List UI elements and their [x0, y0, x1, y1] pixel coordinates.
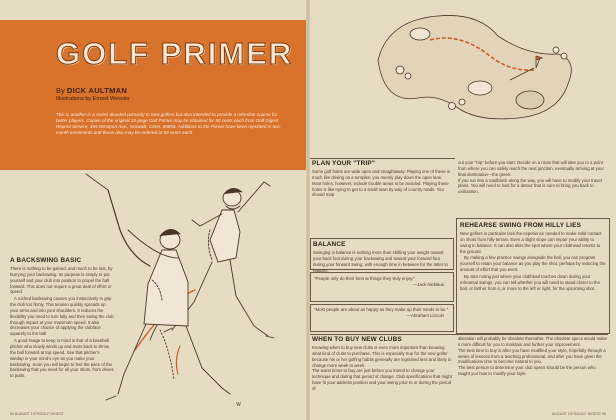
- article-title: GOLF PRIMER: [56, 36, 294, 71]
- quote-lincoln-text: "Most people are about as happy as they make up their minds to be.": [314, 307, 449, 312]
- backswing-heading: A BACKSWING BASIC: [10, 257, 82, 264]
- quote-lincoln-attribution: —Abraham Lincoln: [406, 313, 444, 319]
- page-gutter: [306, 0, 310, 420]
- balance-text: Swinging in balance is nothing more than shifting your weight toward your back foot during your backswing and toward your forward foot during your forward swing, with enough time in between for the latter to happen.: [313, 250, 448, 273]
- svg-text:w: w: [236, 401, 242, 408]
- quote-nicklaus-text: "People only do their best at things they truly enjoy.": [314, 276, 415, 281]
- clubs-heading: WHEN TO BUY NEW CLUBS: [312, 336, 402, 343]
- backswing-paragraph: A rushed backswing causes you instinctively to grip the club too firmly. This tension quickly spreads up your arms and into your shoulders. It reduces the flexibility you need to turn fully and then swing the club through impact at your maximum speed. It also decreases your chance of applying the clubface squarely to the ball.: [10, 296, 114, 337]
- rehearse-paragraph: By making a few practice swings alongside the ball, you can program yourself to retain your balance as you play the shot, perhaps by reducing the amount of effort that you exert.: [460, 255, 606, 273]
- plan-section-continued: [458, 160, 608, 195]
- course-map-illustration: [360, 10, 576, 130]
- rehearse-heading: REHEARSE SWING FROM HILLY LIES: [460, 222, 582, 229]
- plan-column-2: out your "trip" before you start. Decide on a route that will take you to a point from where you can safely reach the next junction, eventually arriving at your final destination—the green. If you run into a roadblock along the way, you will have to modify your travel plans. You will need to look for a detour that is sure to bring you back to civilization.: [458, 160, 604, 195]
- clubs-section-continued: [458, 336, 608, 377]
- clubs-rule: [310, 334, 608, 335]
- author-name: DICK AULTMAN: [66, 86, 128, 95]
- rehearse-paragraph: By also noting just where your clubhead touches down during your rehearsal swings, you can tell whether you will need to stand closer to the ball, or farther from it, or more to the left or right, for the upcoming shot.: [460, 273, 600, 291]
- illustration-credit: Illustrations by Ernest Wessler: [56, 96, 130, 102]
- clubs-section: [312, 336, 452, 392]
- byline: [56, 86, 127, 95]
- rehearse-paragraph: New golfers in particular lack the experience needed to make solid contact on shots from hilly terrain. Even a slight slope can impair your ability to swing in balance. It can also alter the spot where your clubhead returns to the ground.: [460, 231, 602, 254]
- byline-prefix: By: [56, 86, 65, 95]
- left-page-folio: 94 AUGUST 1979/GOLF DIGEST: [10, 412, 64, 416]
- backswing-section: [10, 257, 114, 379]
- course-map-drawing: [360, 10, 576, 130]
- plan-heading: PLAN YOUR "TRIP": [312, 160, 376, 167]
- balance-section: [313, 241, 451, 273]
- backswing-paragraph: There is nothing to be gained, and much to be lost, by hurrying your backswing. Its purpose is simply to put yourself and your club into position to propel the ball forward. This does not require a great deal of effort or speed.: [10, 266, 113, 295]
- clubs-column-1: Knowing when to buy new clubs is even more important than knowing what kind of clubs to purchase. This is especially true for the new golfer because his or her golfing habits generally are ingrained less and likely to change more week to week. The worst times to buy are just before you intend to change your technique and during that period of change. Club specifications that might have fit your address position and your swing prior to or during the period of: [312, 345, 452, 391]
- plan-section: [312, 160, 450, 198]
- intro-text: This is another in a series devoted primarily to new golfers but also intended to provide a refresher course for better players. Copies of the original 24-page Golf Primer may be obtained for 50 cents each from Golf Digest Reprint Service, 495 Westport Ave., Norwalk, Conn. 06856. Additions to the Primer have been reprinted in two-month increments and those also may be ordered at 50 cents each.: [56, 112, 282, 135]
- plan-column-1: Some golf holes are wide open and straightaway. Playing one of these is much like driving on a turnpike; you merely play down the open lane. Most holes, however, include trouble areas to be avoided. Playing these holes is like trying to get to a small town by way of country roads. You should map: [312, 169, 450, 198]
- rehearse-section: [460, 222, 606, 291]
- quote-nicklaus: [314, 276, 450, 288]
- clubs-column-2: alteration will probably be obsolete thereafter. The obsolete specs would make it more difficult for you to maintain and further your improvement. The best time to buy is after you have modified your style, hopefully through a series of lessons from a teaching professional, and after you have given the modifications time to become natural to you. The best person to determine your club specs should be the person who taught you how to modify your style.: [458, 336, 607, 377]
- plan-rule: [310, 158, 455, 159]
- quote-lincoln: [314, 307, 450, 319]
- quote-nicklaus-attribution: —Jack Nicklaus: [412, 282, 444, 288]
- backswing-paragraph: A good image to keep in mind is that of a baseball pitcher who slowly winds up and rears back to throw the ball forward at top speed. See that pitcher's windup in your mind's eye as you make your backswing. Soon you will begin to feel the pace of the backswing that you need for all your shots, from drives to putts.: [10, 338, 114, 379]
- right-page-folio: AUGUST 1979/GOLF DIGEST 95: [552, 412, 606, 416]
- balance-heading: BALANCE: [313, 241, 346, 248]
